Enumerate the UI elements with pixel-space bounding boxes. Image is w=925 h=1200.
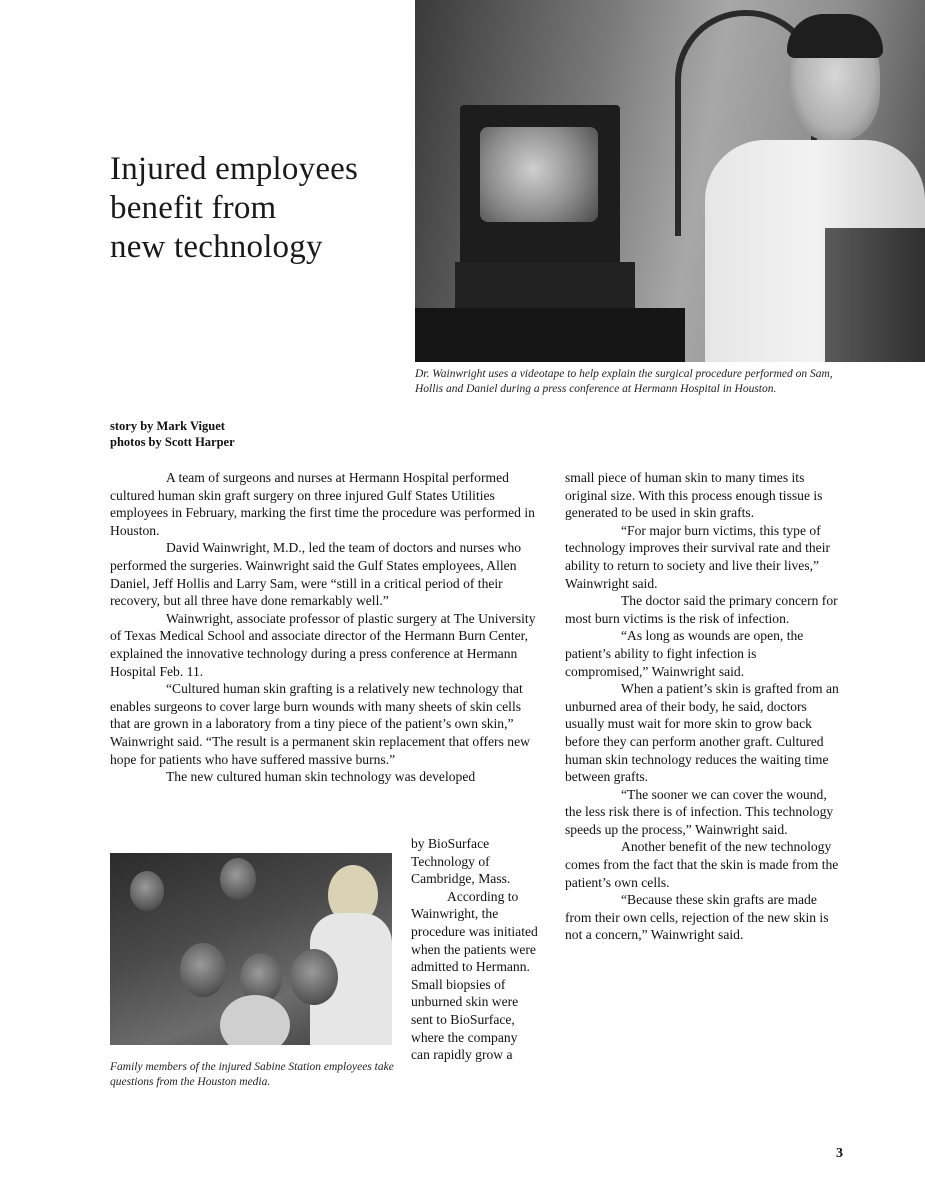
headline-line-1: Injured employees — [110, 151, 359, 187]
article-column-1 — [110, 469, 538, 786]
page-number: 3 — [836, 1146, 843, 1161]
paragraph: Wainwright, associate professor of plastic surgery at The University of Texas Medical School and associate director of the Hermann Burn Center, explained the innovative technology during a press conference at Hermann Hospital Feb. 11. — [110, 610, 536, 679]
photo-person-shape — [220, 858, 256, 900]
paragraph: small piece of human skin to many times its original size. With this process enough tissue is generated to be used in skin grafts. — [565, 470, 823, 521]
paragraph: David Wainwright, M.D., led the team of doctors and nurses who performed the surgeries. Wainwright said the Gulf States employees, Allen Daniel, Jeff Hollis and Larry Sam, were “still in a critical period of their recovery, but all three have done remarkably well.” — [110, 540, 522, 609]
paragraph: “For major burn victims, this type of technology improves their survival rate and their ability to return to society and live their lives,” Wainwright said. — [565, 522, 830, 591]
photo-cabinet-shape — [415, 308, 685, 362]
byline-story: story by Mark Viguet — [110, 419, 225, 433]
photo-person-shape — [180, 943, 226, 997]
paragraph: According to Wainwright, the procedure was initiated when the patients were admitted to Hermann. Small biopsies of unburned skin were sent to BioSurface, where the company can rapidly grow a — [411, 888, 538, 1063]
paragraph: “Cultured human skin grafting is a relatively new technology that enables surgeons to cover large burn wounds with many sheets of skin cells that are grown in a laboratory from a tiny piece of the patient’s own skin,” Wainwright said. “The result is a permanent skin replacement that offers new hope for patients who have suffered massive burns.” — [110, 681, 530, 767]
photo-bottom-caption: Family members of the injured Sabine Station employees take questions from the Houston media. — [110, 1061, 394, 1088]
photo-podium-shape — [825, 228, 925, 362]
byline-photos: photos by Scott Harper — [110, 435, 235, 449]
photo-person-shape — [290, 949, 338, 1005]
article-column-3 — [565, 469, 843, 944]
paragraph: The new cultured human skin technology was developed — [166, 769, 476, 785]
article-column-2 — [411, 835, 539, 1064]
photo-person-shape — [220, 995, 290, 1045]
headline-line-2: benefit from — [110, 190, 277, 226]
paragraph: Another benefit of the new technology comes from the fact that the skin is made from the patient’s own cells. — [565, 839, 839, 890]
paragraph: The doctor said the primary concern for most burn victims is the risk of infection. — [565, 593, 838, 626]
paragraph: A team of surgeons and nurses at Hermann Hospital performed cultured human skin graft surgery on three injured Gulf States Utilities employees in February, marking the first time the procedure was performed in Houston. — [110, 470, 535, 538]
paragraph: When a patient’s skin is grafted from an unburned area of their body, he said, doctors usually must wait for more skin to grow back before they can perform another graft. Cultured human skin technology reduces the waiting time between grafts. — [565, 681, 839, 785]
headline-line-3: new technology — [110, 229, 323, 265]
article-headline — [110, 150, 410, 267]
photo-person-shape — [130, 871, 164, 911]
paragraph: by BioSurface Technology of Cambridge, Mass. — [411, 836, 511, 887]
photo-doctor-hair-shape — [787, 14, 883, 58]
photo-tv-shape — [460, 105, 620, 265]
photo-doctor-press-conference — [415, 0, 925, 362]
paragraph: “The sooner we can cover the wound, the less risk there is of infection. This technology speeds up the process,” Wainwright said. — [565, 786, 834, 837]
photo-tv-screen-shape — [480, 127, 598, 222]
paragraph: “As long as wounds are open, the patient’s ability to fight infection is compromised,” Wainwright said. — [565, 628, 804, 679]
photo-top-caption: Dr. Wainwright uses a videotape to help explain the surgical procedure performed on Sam, Hollis and Daniel during a press conference at Hermann Hospital in Houston. — [415, 368, 833, 395]
photo-family-members-media — [110, 853, 392, 1045]
paragraph: “Because these skin grafts are made from their own cells, rejection of the new skin is not a concern,” Wainwright said. — [565, 892, 829, 943]
photo-vcr-shape — [455, 262, 635, 308]
byline — [110, 418, 235, 450]
